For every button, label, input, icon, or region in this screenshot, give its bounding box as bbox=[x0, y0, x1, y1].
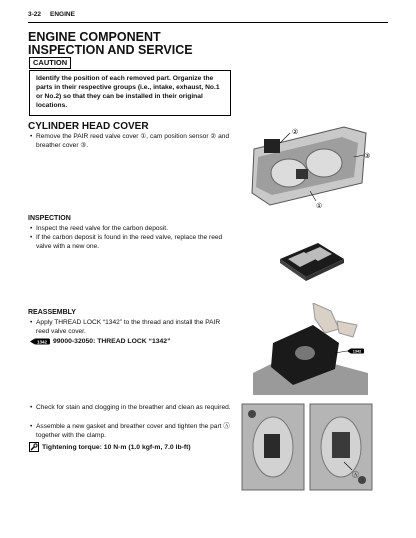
torque-value: Tightening torque: 10 N·m (1.0 kgf-m, 7.0 lb-ft) bbox=[42, 443, 191, 451]
photo-thread-lock-label: 1342 bbox=[352, 349, 362, 354]
page-number: 3-22 bbox=[28, 11, 42, 18]
cylinder-head-cover-heading: CYLINDER HEAD COVER bbox=[28, 121, 149, 132]
thread-lock-icon-label: 1342 bbox=[36, 339, 48, 345]
section-name: ENGINE bbox=[50, 11, 75, 18]
callout-a: Ⓐ bbox=[352, 471, 359, 479]
reed-valve-photo bbox=[260, 229, 355, 294]
reed-valve-cover-install-photo bbox=[253, 303, 368, 395]
thread-lock-part: 99000-32050: THREAD LOCK “1342” bbox=[53, 338, 171, 345]
callout-2: ② bbox=[292, 128, 299, 136]
replace-step: • If the carbon deposit is found in the reed valve, replace the reed valve with a new one. bbox=[36, 233, 232, 251]
wrench-icon bbox=[29, 442, 39, 452]
caution-label: CAUTION bbox=[29, 57, 71, 69]
thread-lock-spec bbox=[29, 337, 171, 346]
breather-cover-photo bbox=[240, 402, 374, 492]
inspection-heading: INSPECTION bbox=[28, 215, 71, 222]
thread-lock-icon bbox=[29, 337, 51, 346]
caution-text: Identify the position of each removed part. Organize the parts in their respective groups (i.e., intake, exhaust, No.1 or No.2) so that they can be installed in their original locations. bbox=[29, 70, 231, 116]
page-title: ENGINE COMPONENT INSPECTION AND SERVICE bbox=[28, 30, 193, 57]
cylinder-head-cover-photo bbox=[244, 121, 378, 211]
remove-step: • Remove the PAIR reed valve cover ①, cam position sensor ② and breather cover ③. bbox=[36, 132, 232, 150]
tightening-torque bbox=[29, 442, 191, 452]
reassembly-heading: REASSEMBLY bbox=[28, 309, 76, 316]
page-header bbox=[28, 7, 388, 23]
inspect-step: • Inspect the reed valve for the carbon deposit. bbox=[36, 224, 232, 233]
apply-thread-lock-step: • Apply THREAD LOCK “1342” to the thread and install the PAIR reed valve cover. bbox=[36, 318, 232, 336]
callout-3: ③ bbox=[364, 152, 371, 160]
breather-check-step: • Check for stain and clogging in the breather and clean as required. bbox=[36, 403, 232, 412]
gasket-step: • Assemble a new gasket and breather cover and tighten the part Ⓐ together with the clamp. bbox=[36, 422, 232, 440]
callout-1: ① bbox=[316, 202, 323, 210]
